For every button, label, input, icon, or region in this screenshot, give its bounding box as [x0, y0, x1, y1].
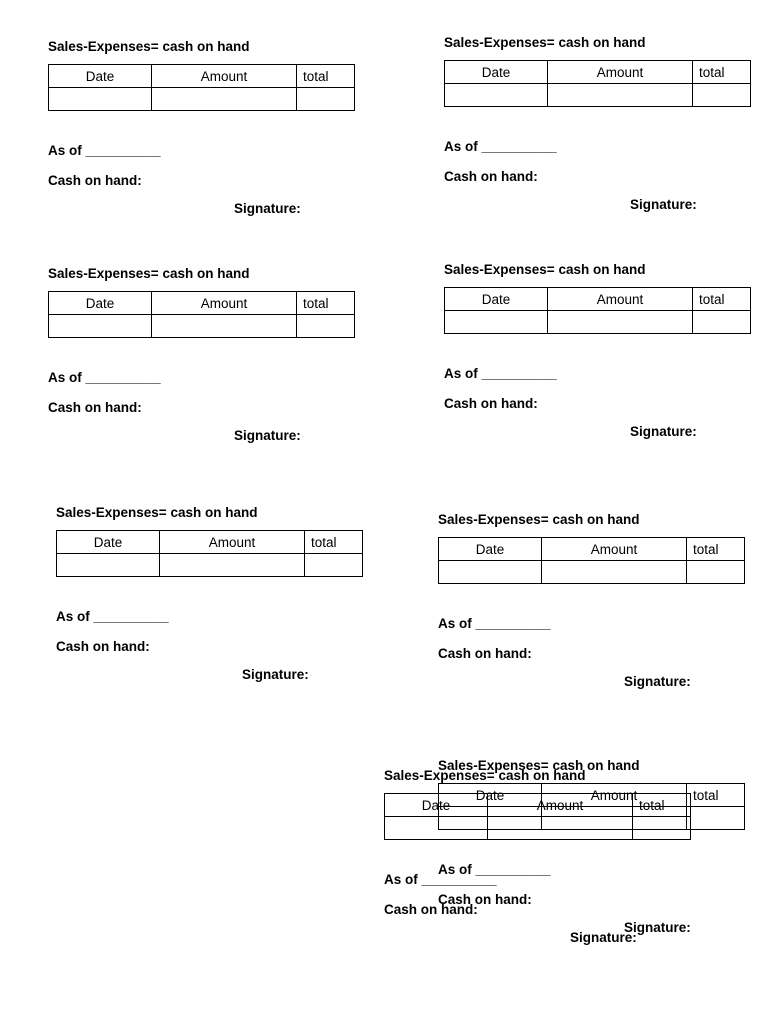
amount-column-header: Amount: [488, 794, 633, 817]
as-of-line: As of __________: [56, 609, 169, 624]
amount-cell[interactable]: [542, 561, 687, 584]
cash-table: [48, 291, 355, 338]
form-heading: Sales-Expenses= cash on hand: [384, 768, 586, 783]
cash-on-hand-label: Cash on hand:: [444, 396, 538, 411]
date-column-header: Date: [445, 288, 548, 311]
cash-table: [56, 530, 363, 577]
as-of-line: As of __________: [444, 139, 557, 154]
table-row: [49, 88, 355, 111]
cash-table: [438, 537, 745, 584]
table-header-row: [445, 61, 751, 84]
cash-table: [384, 793, 691, 840]
date-column-header: Date: [49, 65, 152, 88]
cash-table: [48, 64, 355, 111]
cash-form-1: [48, 39, 358, 214]
amount-column-header: Amount: [152, 65, 297, 88]
cash-form-4: [444, 262, 754, 437]
table-row: [57, 554, 363, 577]
amount-column-header: Amount: [152, 292, 297, 315]
cash-form-3: [48, 266, 358, 441]
date-cell[interactable]: [57, 554, 160, 577]
total-column-header: total: [297, 292, 355, 315]
amount-column-header: Amount: [542, 538, 687, 561]
date-cell[interactable]: [385, 817, 488, 840]
table-header-row: [445, 288, 751, 311]
amount-cell[interactable]: [152, 315, 297, 338]
signature-label: Signature:: [630, 424, 697, 439]
form-heading: Sales-Expenses= cash on hand: [438, 512, 640, 527]
table-row: [439, 561, 745, 584]
cash-on-hand-label: Cash on hand:: [438, 646, 532, 661]
amount-column-header: Amount: [160, 531, 305, 554]
table-header-row: [49, 65, 355, 88]
amount-cell[interactable]: [488, 817, 633, 840]
total-cell[interactable]: [633, 817, 691, 840]
date-cell[interactable]: [445, 311, 548, 334]
amount-column-header: Amount: [548, 288, 693, 311]
table-header-row: [49, 292, 355, 315]
amount-cell[interactable]: [548, 311, 693, 334]
table-header-row: [385, 794, 691, 817]
total-column-header: total: [305, 531, 363, 554]
signature-label: Signature:: [234, 428, 301, 443]
date-column-header: Date: [439, 784, 542, 807]
total-column-header: total: [297, 65, 355, 88]
signature-label: Signature:: [570, 930, 637, 945]
total-cell[interactable]: [693, 84, 751, 107]
table-header-row: [439, 538, 745, 561]
form-heading: Sales-Expenses= cash on hand: [48, 39, 250, 54]
total-column-header: total: [693, 288, 751, 311]
table-row: [49, 315, 355, 338]
table-header-row: [57, 531, 363, 554]
signature-label: Signature:: [630, 197, 697, 212]
amount-column-header: Amount: [548, 61, 693, 84]
amount-cell[interactable]: [152, 88, 297, 111]
cash-form-8: [384, 768, 694, 943]
date-column-header: Date: [49, 292, 152, 315]
signature-label: Signature:: [234, 201, 301, 216]
total-column-header: total: [633, 794, 691, 817]
date-column-header: Date: [385, 794, 488, 817]
cash-on-hand-label: Cash on hand:: [444, 169, 538, 184]
form-heading: Sales-Expenses= cash on hand: [438, 758, 640, 773]
amount-column-header: Amount: [542, 784, 687, 807]
form-heading: Sales-Expenses= cash on hand: [48, 266, 250, 281]
total-column-header: total: [687, 538, 745, 561]
as-of-line: As of __________: [384, 872, 497, 887]
as-of-line: As of __________: [438, 862, 551, 877]
cash-on-hand-label: Cash on hand:: [384, 902, 478, 917]
as-of-line: As of __________: [48, 370, 161, 385]
table-row: [385, 817, 691, 840]
cash-table: [444, 60, 751, 107]
table-row: [445, 311, 751, 334]
form-heading: Sales-Expenses= cash on hand: [56, 505, 258, 520]
cash-on-hand-label: Cash on hand:: [48, 400, 142, 415]
date-cell[interactable]: [445, 84, 548, 107]
total-cell[interactable]: [297, 88, 355, 111]
date-cell[interactable]: [49, 88, 152, 111]
signature-label: Signature:: [242, 667, 309, 682]
form-heading: Sales-Expenses= cash on hand: [444, 262, 646, 277]
signature-label: Signature:: [624, 920, 691, 935]
total-cell[interactable]: [693, 311, 751, 334]
cash-table: [444, 287, 751, 334]
amount-cell[interactable]: [548, 84, 693, 107]
cash-on-hand-label: Cash on hand:: [438, 892, 532, 907]
amount-cell[interactable]: [160, 554, 305, 577]
date-cell[interactable]: [49, 315, 152, 338]
signature-label: Signature:: [624, 674, 691, 689]
as-of-line: As of __________: [48, 143, 161, 158]
total-cell[interactable]: [687, 807, 745, 830]
table-row: [445, 84, 751, 107]
total-column-header: total: [693, 61, 751, 84]
cash-form-2: [444, 35, 754, 210]
total-cell[interactable]: [305, 554, 363, 577]
date-column-header: Date: [439, 538, 542, 561]
date-column-header: Date: [445, 61, 548, 84]
cash-form-5: [56, 505, 366, 680]
cash-form-6: [438, 512, 748, 687]
total-column-header: total: [687, 784, 745, 807]
cash-on-hand-label: Cash on hand:: [48, 173, 142, 188]
cash-on-hand-label: Cash on hand:: [56, 639, 150, 654]
total-cell[interactable]: [687, 561, 745, 584]
as-of-line: As of __________: [438, 616, 551, 631]
date-column-header: Date: [57, 531, 160, 554]
form-heading: Sales-Expenses= cash on hand: [444, 35, 646, 50]
total-cell[interactable]: [297, 315, 355, 338]
as-of-line: As of __________: [444, 366, 557, 381]
date-cell[interactable]: [439, 561, 542, 584]
